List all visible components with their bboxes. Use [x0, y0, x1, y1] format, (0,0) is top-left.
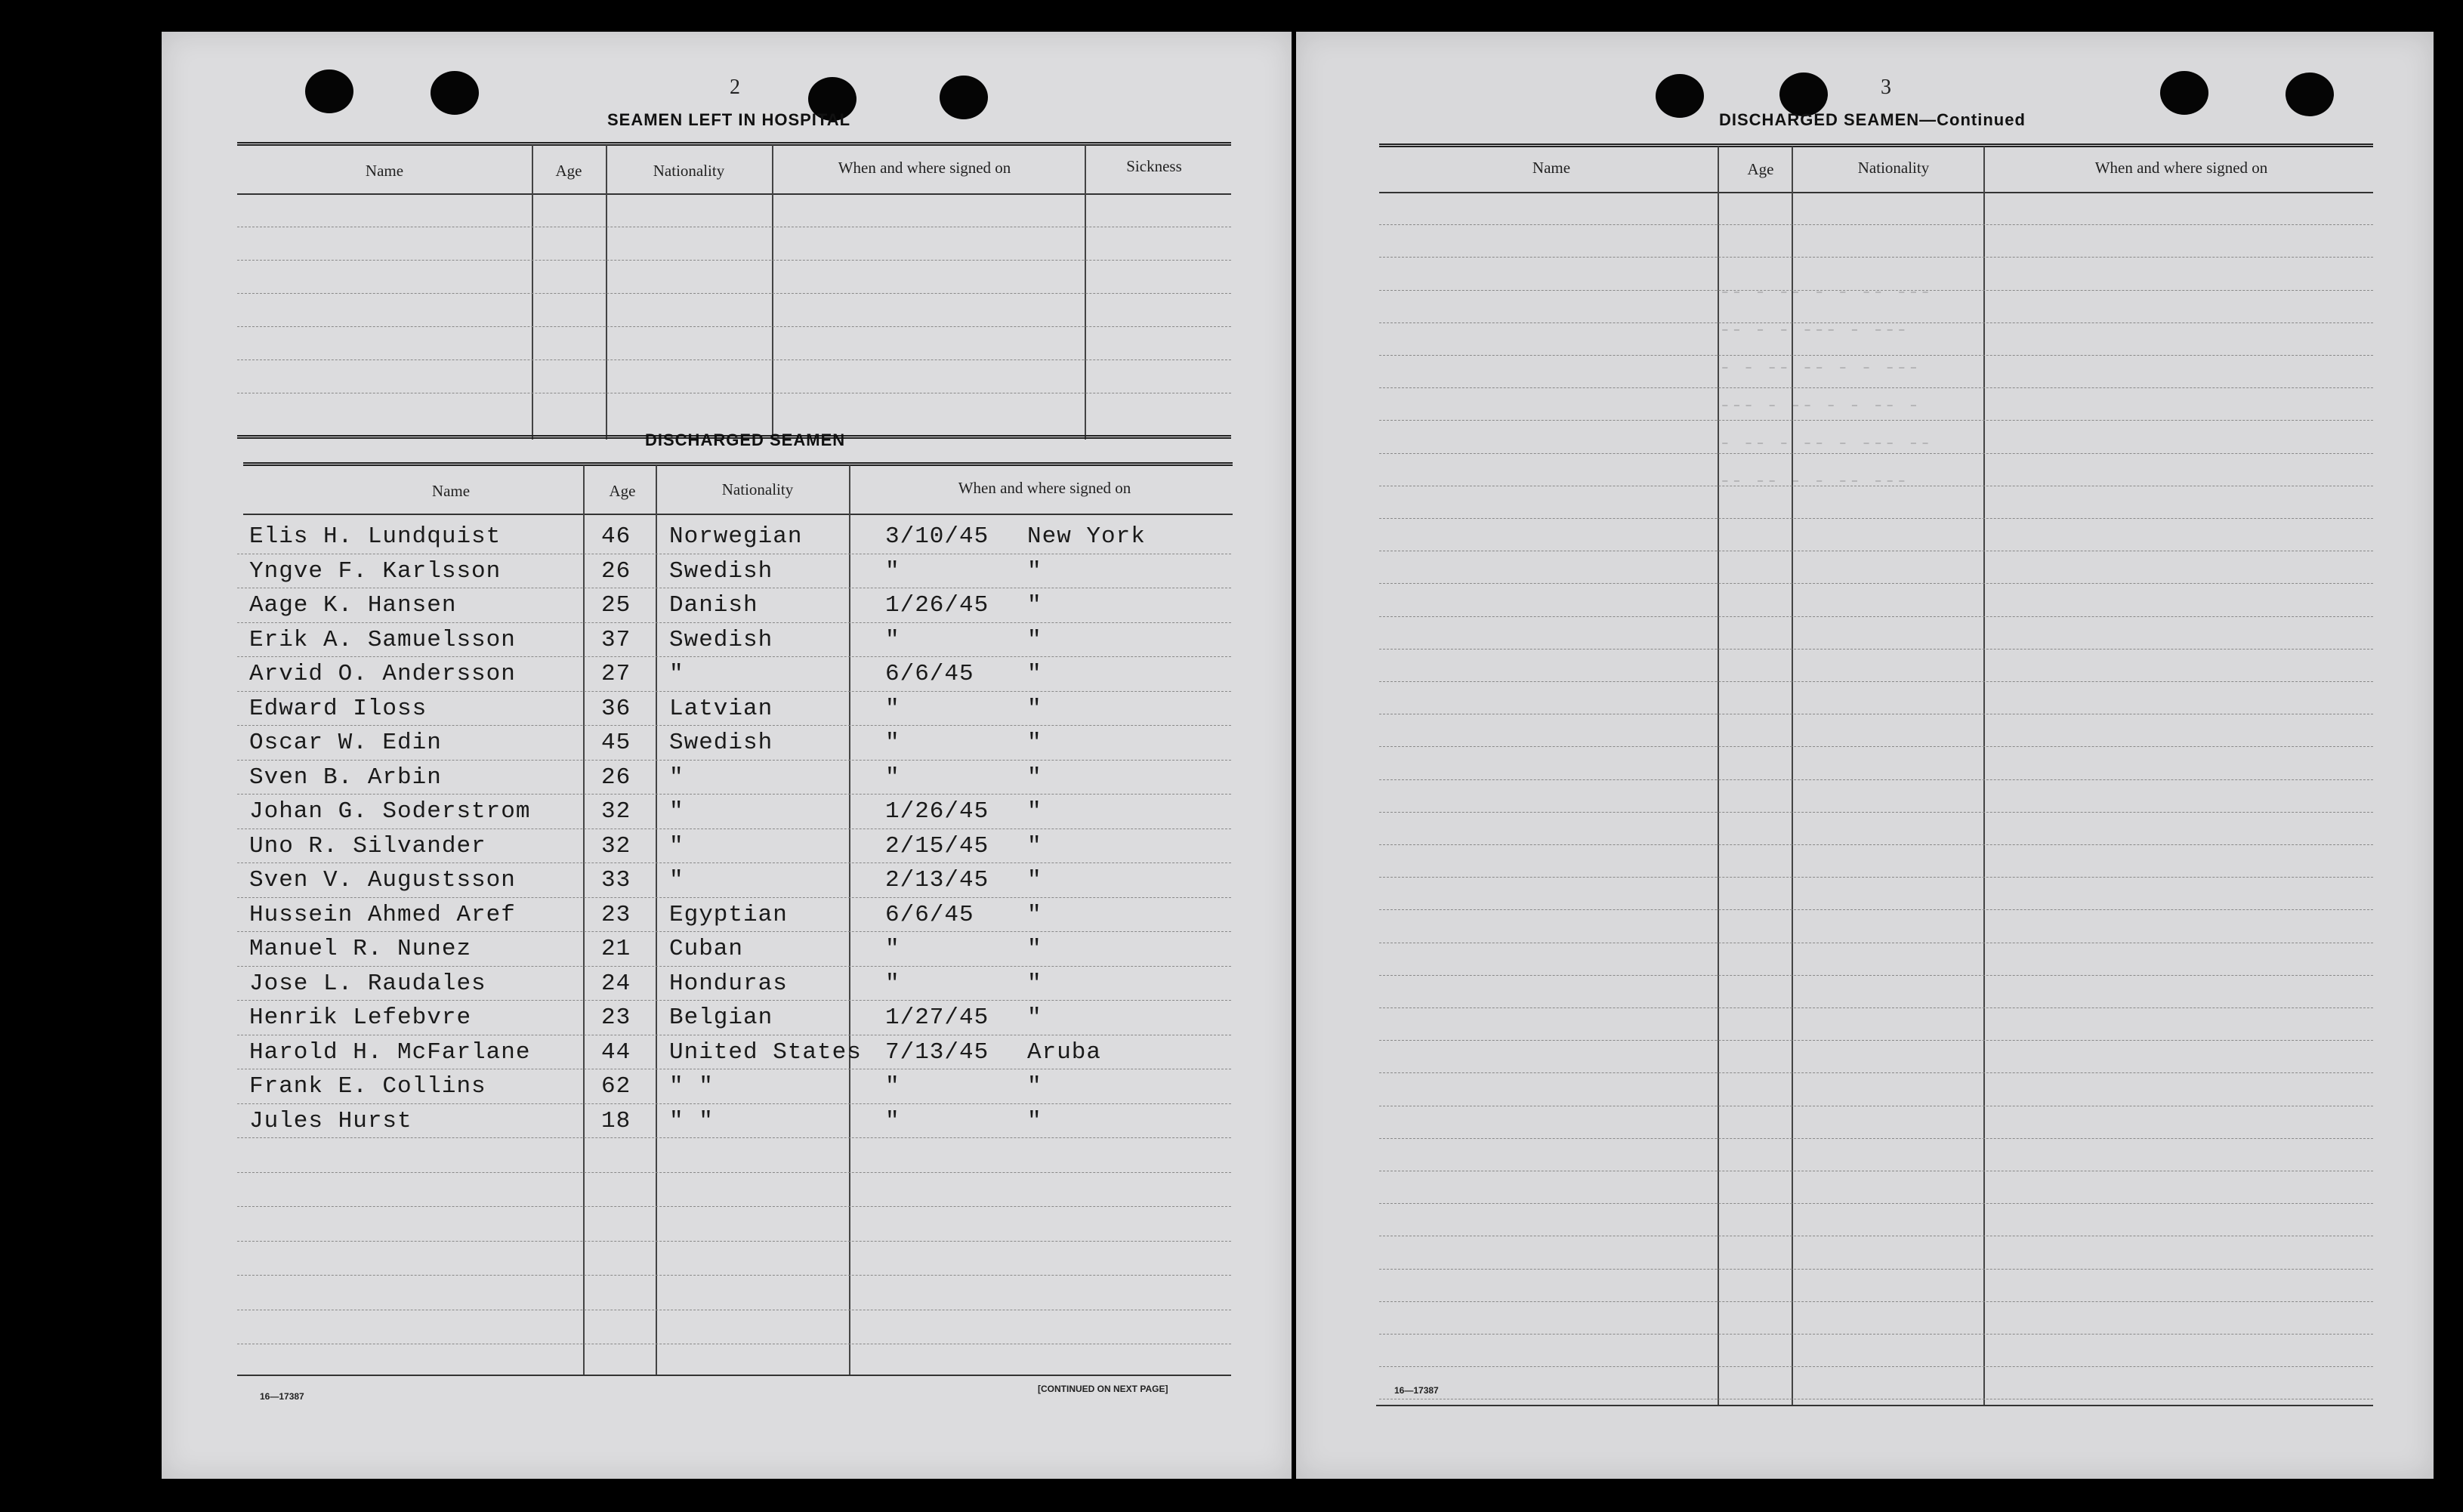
row-line [237, 1275, 1231, 1276]
seaman-age: 62 [601, 1073, 631, 1100]
seaman-name: Uno R. Silvander [249, 832, 486, 859]
seaman-nationality: Swedish [669, 730, 773, 756]
seaman-nationality: Swedish [669, 626, 773, 653]
punch-hole [305, 69, 353, 113]
row-line [237, 862, 1231, 863]
row-line [237, 1137, 1231, 1138]
seaman-name: Arvid O. Andersson [249, 661, 516, 687]
seaman-place: " [1027, 557, 1042, 585]
seaman-date: " [885, 1107, 900, 1134]
punch-hole [431, 71, 479, 115]
seaman-nationality: Swedish [669, 557, 773, 585]
seaman-date: 2/15/45 [885, 832, 989, 859]
seaman-nationality: Honduras [669, 970, 788, 997]
punch-hole [940, 76, 988, 119]
seaman-nationality: United States [669, 1038, 862, 1066]
seaman-age: 32 [601, 798, 631, 825]
row-line [1379, 649, 2373, 650]
row-line [1379, 975, 2373, 976]
header-age: Age [555, 162, 582, 180]
column-divider [772, 145, 773, 440]
seaman-age: 25 [601, 592, 631, 619]
header-signed-on: When and where signed on [958, 479, 1131, 497]
seaman-name: Aage K. Hansen [249, 592, 457, 619]
seaman-place: " [1027, 661, 1042, 687]
seaman-age: 45 [601, 730, 631, 756]
column-divider [1792, 147, 1793, 1406]
row-line [1379, 1072, 2373, 1073]
seaman-date: " [885, 764, 900, 791]
header-name: Name [1532, 159, 1571, 177]
hospital-title: SEAMEN LEFT IN HOSPITAL [607, 110, 851, 129]
right-page: 3 DISCHARGED SEAMEN—Continued -- - -- - - -- --- -- - - --- - --- - - -- -- - - --- --- - -- - - -- - - -- - -- - --- -- -- -- - - -- --- Name Age Nationality When and where signed on 16—17387 [1296, 32, 2434, 1479]
seaman-name: Harold H. McFarlane [249, 1038, 531, 1066]
column-divider [583, 465, 585, 1376]
row-line [1379, 355, 2373, 356]
seaman-age: 36 [601, 695, 631, 722]
seaman-place: " [1027, 730, 1042, 756]
seaman-date: 7/13/45 [885, 1038, 989, 1066]
punch-hole [1656, 74, 1704, 118]
row-line [1379, 877, 2373, 878]
row-line [1379, 453, 2373, 454]
row-line [1379, 746, 2373, 747]
row-line [1379, 1269, 2373, 1270]
seaman-date: " [885, 695, 900, 722]
row-line [237, 897, 1231, 898]
seaman-nationality: Cuban [669, 936, 744, 962]
seaman-place: " [1027, 764, 1042, 791]
column-divider [656, 465, 657, 1376]
header-signed-on: When and where signed on [2094, 159, 2268, 177]
header-name: Name [431, 482, 471, 500]
seaman-place: New York [1027, 523, 1146, 550]
seaman-age: 27 [601, 661, 631, 687]
row-line [1379, 420, 2373, 421]
seaman-nationality: Egyptian [669, 901, 788, 928]
table-rule [243, 462, 1233, 466]
seaman-date: " [885, 970, 900, 997]
row-line [237, 1103, 1231, 1104]
row-line [1379, 322, 2373, 323]
row-line [1379, 909, 2373, 910]
seaman-place: " [1027, 1107, 1042, 1134]
continued-note: [CONTINUED ON NEXT PAGE] [1038, 1384, 1168, 1394]
row-line [237, 260, 1231, 261]
discharged-continued-title: DISCHARGED SEAMEN—Continued [1719, 110, 2026, 129]
seaman-age: 23 [601, 1004, 631, 1031]
row-line [1379, 224, 2373, 225]
seaman-age: 26 [601, 557, 631, 585]
row-line [1379, 387, 2373, 388]
row-line [237, 656, 1231, 657]
seaman-nationality: " [669, 764, 684, 791]
seaman-name: Jose L. Raudales [249, 970, 486, 997]
seaman-name: Oscar W. Edin [249, 730, 442, 756]
header-nationality: Nationality [653, 162, 725, 180]
seaman-place: " [1027, 626, 1042, 653]
form-number: 16—17387 [260, 1391, 304, 1402]
seaman-nationality: Belgian [669, 1004, 773, 1031]
seaman-name: Johan G. Soderstrom [249, 798, 531, 825]
seaman-age: 26 [601, 764, 631, 791]
seaman-place: " [1027, 936, 1042, 962]
column-divider [849, 465, 850, 1376]
row-line [1379, 1007, 2373, 1008]
row-line [1379, 583, 2373, 584]
row-line [1379, 844, 2373, 845]
row-line [237, 293, 1231, 294]
seaman-place: " [1027, 1004, 1042, 1031]
row-line [1379, 257, 2373, 258]
seaman-place: " [1027, 867, 1042, 893]
table-rule [237, 142, 1231, 146]
seaman-name: Elis H. Lundquist [249, 523, 502, 550]
row-line [1379, 681, 2373, 682]
header-age: Age [609, 482, 636, 500]
header-nationality: Nationality [1857, 159, 1930, 177]
seaman-place: " [1027, 798, 1042, 825]
column-divider [532, 145, 533, 440]
seaman-place: " [1027, 592, 1042, 619]
seaman-nationality: " [669, 661, 684, 687]
seaman-age: 33 [601, 867, 631, 893]
column-divider [606, 145, 607, 440]
seaman-age: 21 [601, 936, 631, 962]
header-sickness: Sickness [1126, 157, 1182, 175]
seaman-date: " [885, 936, 900, 962]
row-line [237, 622, 1231, 623]
table-rule [1379, 143, 2373, 147]
seaman-age: 32 [601, 832, 631, 859]
seaman-nationality: Norwegian [669, 523, 803, 550]
row-line [1379, 1138, 2373, 1139]
row-line [237, 326, 1231, 327]
seaman-place: " [1027, 901, 1042, 928]
seaman-nationality: Danish [669, 592, 758, 619]
seaman-name: Yngve F. Karlsson [249, 557, 502, 585]
row-line [237, 794, 1231, 795]
header-signed-on: When and where signed on [838, 159, 1011, 177]
seaman-age: 37 [601, 626, 631, 653]
table-rule [1379, 192, 2373, 193]
header-name: Name [365, 162, 404, 180]
seaman-date: " [885, 1073, 900, 1100]
seaman-name: Frank E. Collins [249, 1073, 486, 1100]
column-divider [1085, 145, 1086, 440]
table-rule [237, 1375, 1231, 1376]
table-rule [243, 514, 1233, 515]
seaman-place: " [1027, 1073, 1042, 1100]
seaman-place: Aruba [1027, 1038, 1102, 1066]
row-line [1379, 1203, 2373, 1204]
row-line [237, 1000, 1231, 1001]
punch-hole [2160, 71, 2208, 115]
row-line [1379, 1040, 2373, 1041]
seaman-date: " [885, 626, 900, 653]
seaman-age: 18 [601, 1107, 631, 1134]
seaman-date: 1/26/45 [885, 592, 989, 619]
seaman-nationality: " [669, 798, 684, 825]
form-number: 16—17387 [1394, 1385, 1439, 1396]
page-number: 2 [730, 76, 740, 99]
row-line [1379, 812, 2373, 813]
seaman-nationality: " " [669, 1073, 714, 1100]
seaman-place: " [1027, 695, 1042, 722]
seaman-date: 6/6/45 [885, 661, 974, 687]
seaman-date: " [885, 557, 900, 585]
row-line [237, 760, 1231, 761]
seaman-age: 44 [601, 1038, 631, 1066]
seaman-date: 6/6/45 [885, 901, 974, 928]
seaman-age: 24 [601, 970, 631, 997]
row-line [237, 1172, 1231, 1173]
seaman-name: Edward Iloss [249, 695, 427, 722]
row-line [1379, 1301, 2373, 1302]
seaman-nationality: " " [669, 1107, 714, 1134]
header-age: Age [1747, 160, 1774, 178]
table-rule [237, 193, 1231, 195]
row-line [237, 931, 1231, 932]
table-rule [1376, 1405, 2373, 1406]
seaman-date: " [885, 730, 900, 756]
seaman-name: Hussein Ahmed Aref [249, 901, 516, 928]
row-line [237, 966, 1231, 967]
discharged-title: DISCHARGED SEAMEN [645, 430, 846, 449]
seaman-place: " [1027, 970, 1042, 997]
seaman-nationality: " [669, 832, 684, 859]
row-line [1379, 518, 2373, 519]
seaman-name: Manuel R. Nunez [249, 936, 472, 962]
row-line [1379, 1334, 2373, 1335]
seaman-name: Erik A. Samuelsson [249, 626, 516, 653]
row-line [1379, 1366, 2373, 1367]
seaman-date: 3/10/45 [885, 523, 989, 550]
row-line [237, 1241, 1231, 1242]
left-page [162, 32, 1292, 1479]
seaman-date: 1/27/45 [885, 1004, 989, 1031]
seaman-name: Sven B. Arbin [249, 764, 442, 791]
row-line [237, 1206, 1231, 1207]
seaman-name: Jules Hurst [249, 1107, 412, 1134]
column-divider [1983, 147, 1985, 1406]
seaman-nationality: " [669, 867, 684, 893]
row-line [1379, 616, 2373, 617]
seaman-nationality: Latvian [669, 695, 773, 722]
column-divider [1718, 147, 1719, 1406]
page-number: 3 [1881, 76, 1891, 99]
seaman-date: 1/26/45 [885, 798, 989, 825]
seaman-age: 46 [601, 523, 631, 550]
header-nationality: Nationality [721, 480, 794, 498]
seaman-name: Henrik Lefebvre [249, 1004, 472, 1031]
seaman-date: 2/13/45 [885, 867, 989, 893]
row-line [1379, 779, 2373, 780]
seaman-name: Sven V. Augustsson [249, 867, 516, 893]
row-line [237, 359, 1231, 360]
row-line [1379, 290, 2373, 291]
row-line [237, 691, 1231, 692]
row-line [237, 725, 1231, 726]
punch-hole [2286, 73, 2334, 116]
seaman-age: 23 [601, 901, 631, 928]
seaman-place: " [1027, 832, 1042, 859]
